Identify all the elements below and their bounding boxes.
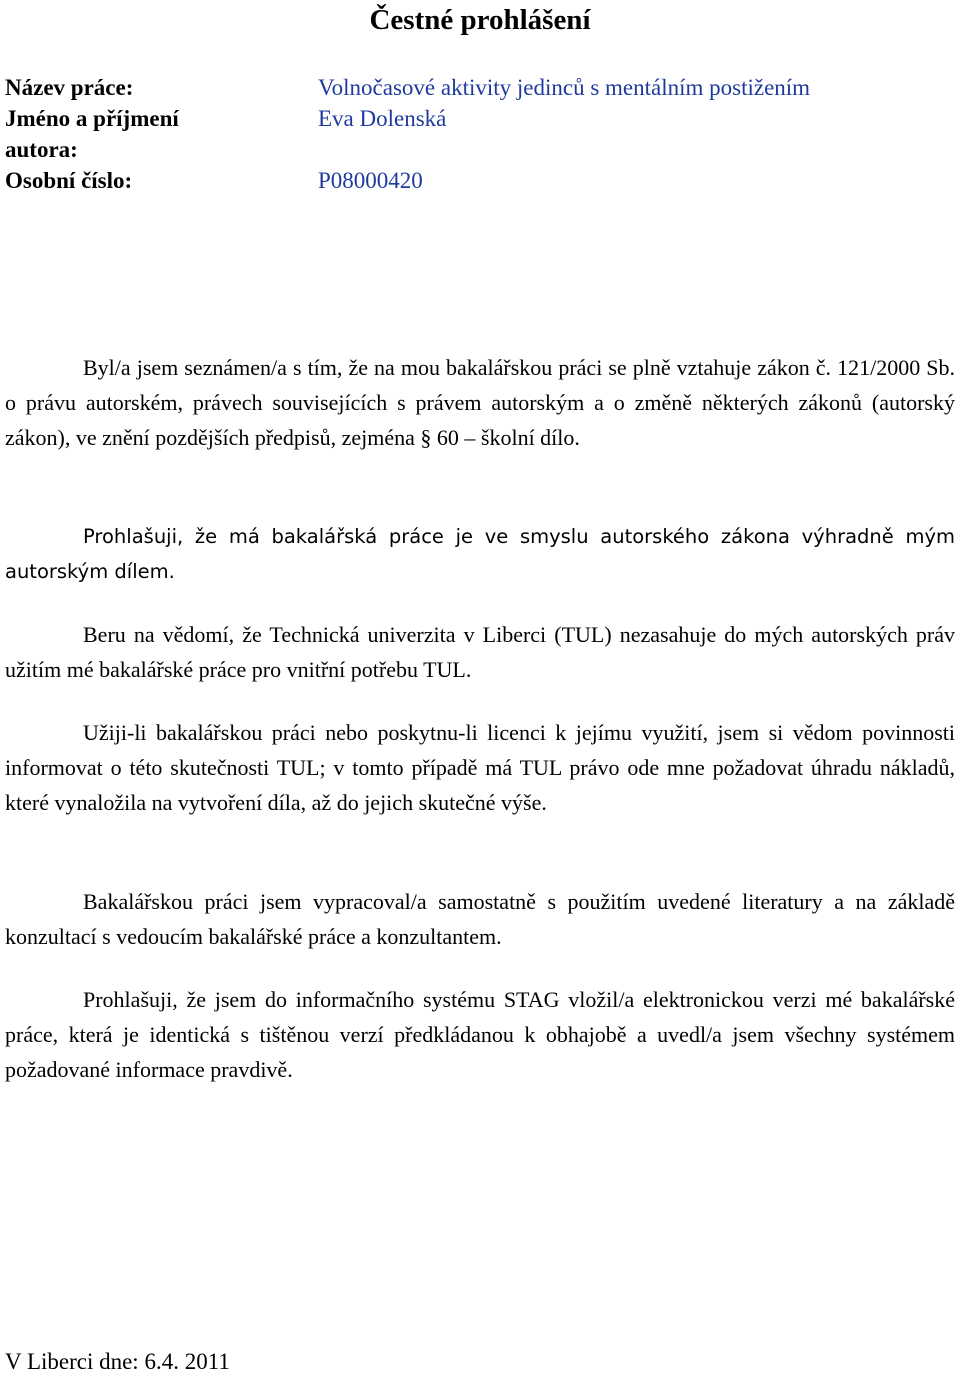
author-name-value: Eva Dolenská	[318, 106, 447, 131]
page-title: Čestné prohlášení	[369, 4, 591, 36]
paragraph-copyright-act: Byl/a jsem seznámen/a s tím, že na mou bakalářskou práci se plně vztahuje zákon č. 121/2000 Sb. o právu autorském, právech souvisejících s právem autorským a o změně některých zákonů (autorský zákon), ve znění pozdějších předpisů, zejména § 60 – školní dílo.	[5, 355, 955, 450]
paragraph-stag-declaration: Prohlašuji, že jsem do informačního systému STAG vložil/a elektronickou verzi mé bakalářské práce, která je identická s tištěnou verzí předkládanou k obhajobě a uvedl/a jsem všechny systémem požadované informace pravdivě.	[5, 987, 955, 1082]
thesis-title-value: Volnočasové aktivity jedinců s mentálním postižením	[318, 75, 811, 100]
paragraph-license: Užiji-li bakalářskou práci nebo poskytnu-li licenci k jejímu využití, jsem si vědom povinnosti informovat o této skutečnosti TUL; v tomto případě má TUL právo ode mne požadovat úhradu nákladů, které vynaložila na vytvoření díla, až do jejich skutečné výše.	[5, 720, 955, 815]
author-name-label-continued: autora:	[5, 137, 78, 162]
paragraph-author-work: Prohlašuji, že má bakalářská práce je ve smyslu autorského zákona výhradně mým autorským dílem.	[5, 525, 955, 583]
date-line: V Liberci dne: 6.4. 2011	[5, 1349, 230, 1374]
personal-id-value: P08000420	[318, 168, 423, 193]
paragraph-tul-rights: Beru na vědomí, že Technická univerzita v Liberci (TUL) nezasahuje do mých autorských práv užitím mé bakalářské práce pro vnitřní potřebu TUL.	[5, 622, 955, 682]
personal-id-label: Osobní číslo:	[5, 168, 133, 193]
thesis-title-label: Název práce:	[5, 75, 134, 100]
author-name-label: Jméno a příjmení	[5, 106, 179, 131]
paragraph-independent-work: Bakalářskou práci jsem vypracoval/a samostatně s použitím uvedené literatury a na základě konzultací s vedoucím bakalářské práce a konzultantem.	[5, 889, 955, 949]
